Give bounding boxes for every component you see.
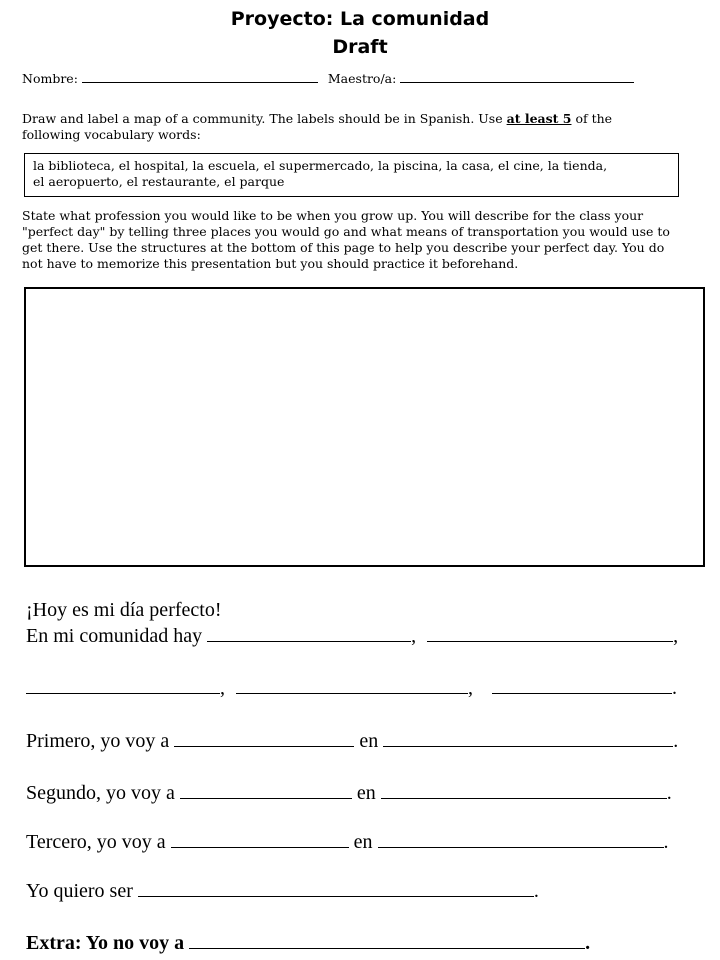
en-label: en (353, 831, 373, 853)
map-drawing-area[interactable] (24, 287, 705, 567)
comma: , (468, 677, 473, 699)
place-blank-3[interactable] (26, 676, 220, 694)
place-blank-2[interactable] (427, 624, 673, 642)
draw-instructions (22, 111, 672, 143)
period: . (672, 677, 677, 699)
place-blank-5[interactable] (492, 676, 672, 694)
period: . (666, 782, 672, 804)
place-blank-4[interactable] (236, 676, 468, 694)
primero-row (26, 729, 678, 753)
comma: , (220, 677, 225, 699)
quiero-row (26, 879, 539, 903)
maestro-field[interactable] (400, 69, 634, 83)
primero-transport-blank[interactable] (383, 729, 673, 747)
quiero-label: Yo quiero ser (26, 880, 133, 902)
worksheet-heading: ¡Hoy es mi día perfecto! (26, 599, 222, 621)
extra-blank[interactable] (189, 931, 585, 949)
period: . (673, 730, 679, 752)
places-row (26, 676, 677, 700)
nombre-field[interactable] (82, 69, 318, 83)
hay-label: En mi comunidad hay (26, 625, 203, 647)
extra-row (26, 931, 590, 955)
period: . (663, 831, 669, 853)
name-row (22, 69, 634, 87)
tercero-label: Tercero, yo voy a (26, 831, 166, 853)
profession-blank[interactable] (138, 879, 534, 897)
primero-place-blank[interactable] (174, 729, 354, 747)
period: . (585, 932, 591, 954)
tercero-row (26, 830, 669, 854)
tercero-transport-blank[interactable] (378, 830, 664, 848)
nombre-label: Nombre: (22, 71, 78, 86)
segundo-transport-blank[interactable] (381, 781, 667, 799)
hay-row (26, 624, 678, 648)
period: . (533, 880, 539, 902)
profession-instructions: State what profession you would like to be when you grow up. You will describe for the class your "perfect day" by telling three places you would go and what means of transportation you would use to get there. Use the structures at the bottom of this page to help you describe your perfect day. You do not have to memorize this presentation but you should practice it beforehand. (22, 208, 670, 271)
en-label: en (359, 730, 379, 752)
page-title: Proyecto: La comunidad (230, 8, 490, 30)
en-label: en (356, 782, 376, 804)
segundo-place-blank[interactable] (180, 781, 352, 799)
draw-text-b: of the following vocabulary words: (22, 111, 613, 142)
place-blank-1[interactable] (207, 624, 411, 642)
primero-label: Primero, yo voy a (26, 730, 170, 752)
comma: , (673, 625, 679, 647)
draw-text-a: Draw and label a map of a community. The labels should be in Spanish. Use (22, 111, 507, 126)
segundo-row (26, 781, 672, 805)
draw-emphasis: at least 5 (506, 111, 572, 126)
tercero-place-blank[interactable] (171, 830, 349, 848)
vocabulary-box (24, 153, 679, 197)
page-subtitle: Draft (332, 36, 388, 58)
vocab-line-2: el aeropuerto, el restaurante, el parque (33, 174, 285, 189)
maestro-label: Maestro/a: (327, 71, 397, 86)
segundo-label: Segundo, yo voy a (26, 782, 175, 804)
vocab-line-1: la biblioteca, el hospital, la escuela, el supermercado, la piscina, la casa, el cine, la tienda, (33, 158, 608, 173)
comma: , (411, 625, 417, 647)
extra-label: Extra: Yo no voy a (26, 932, 185, 954)
